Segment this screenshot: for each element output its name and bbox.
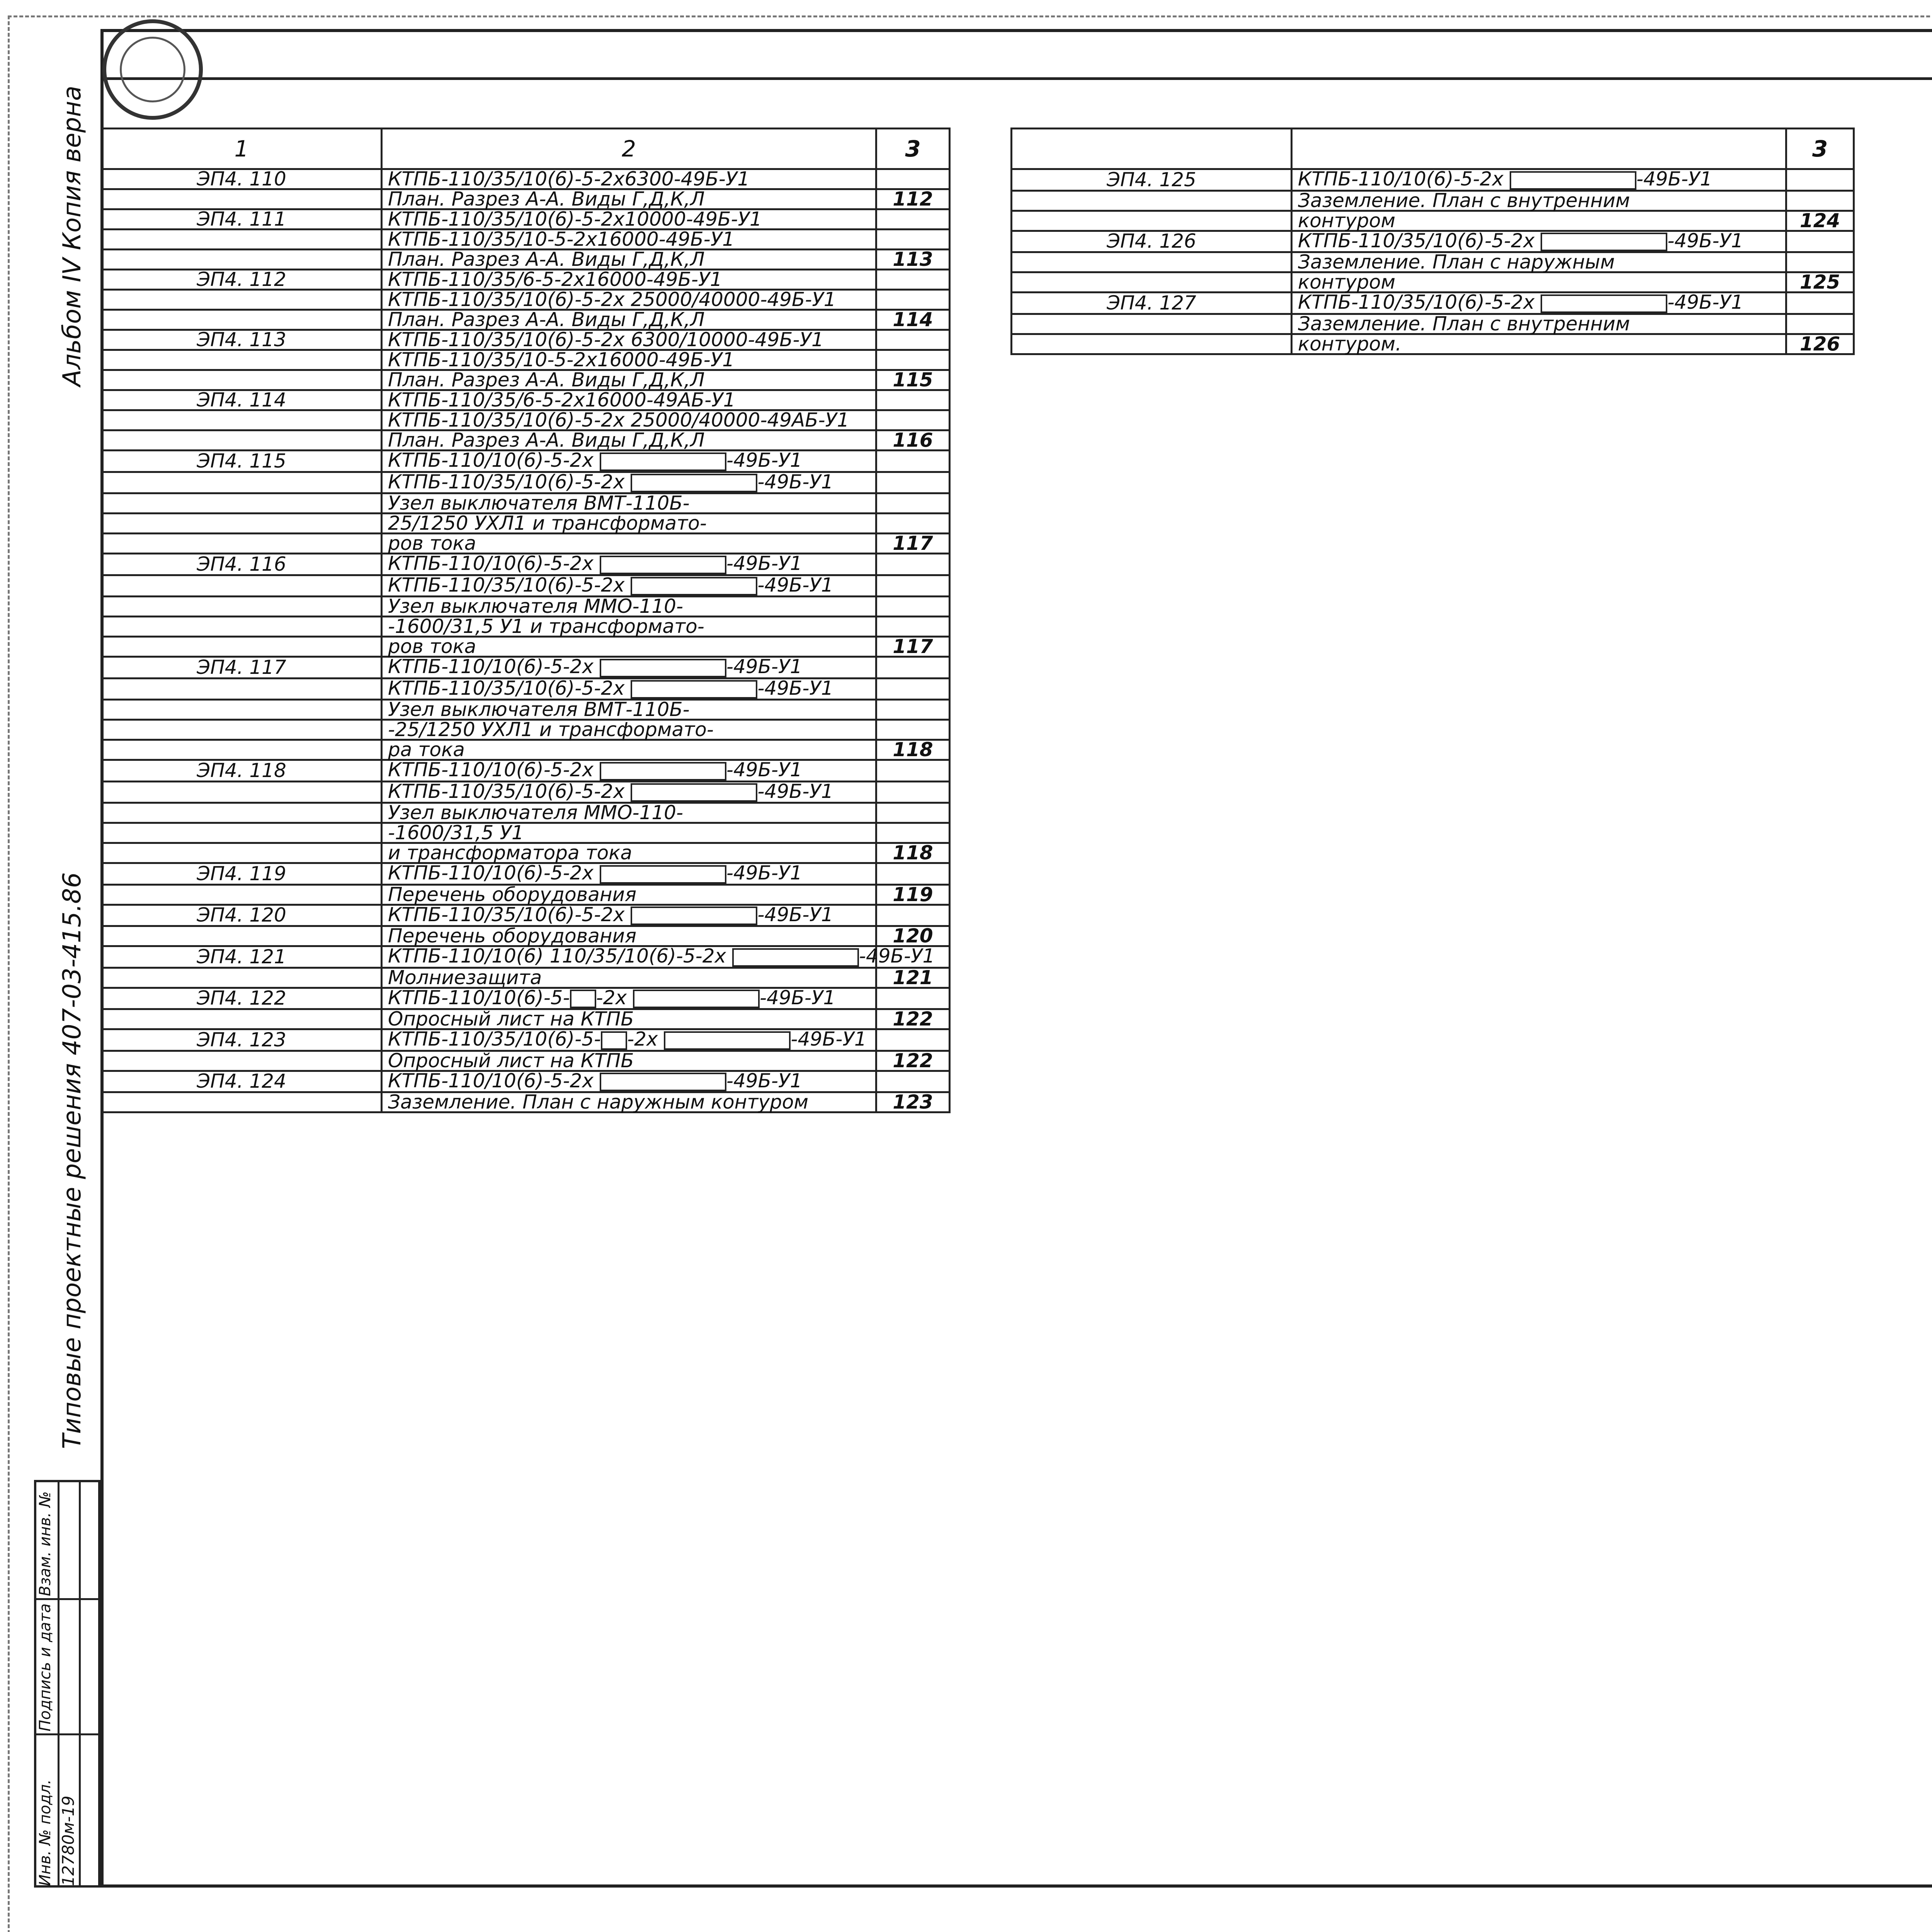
page-number <box>876 350 950 370</box>
page-number <box>1786 231 1854 252</box>
table-row <box>102 926 950 946</box>
document-code <box>102 310 382 330</box>
document-code: ЭП4. 123 <box>102 1029 382 1051</box>
table-row <box>102 451 950 472</box>
table-row <box>102 534 950 554</box>
document-code <box>102 678 382 700</box>
approval-stamp <box>34 1480 100 1888</box>
table-row <box>1012 334 1854 354</box>
stamp-inv-value: 12780м-19 <box>59 1796 78 1886</box>
page-number: 121 <box>876 968 950 988</box>
page-number <box>876 760 950 782</box>
blank-field-box <box>1541 294 1667 313</box>
page-number: 126 <box>1786 334 1854 354</box>
document-title: КТПБ-110/10(6)-5- -2х -49Б-У1 <box>382 988 876 1009</box>
table-row <box>102 1029 950 1051</box>
blank-field-box <box>600 865 726 884</box>
page-number <box>876 863 950 885</box>
table-row <box>1012 293 1854 314</box>
document-code <box>102 926 382 946</box>
document-code <box>1012 314 1292 334</box>
page-number: 114 <box>876 310 950 330</box>
document-title: КТПБ-110/10(6) 110/35/10(6)-5-2х -49Б-У1 <box>382 946 876 968</box>
document-code <box>102 884 382 905</box>
document-title: КТПБ-110/35/10(6)-5-2х6300-49Б-У1 <box>382 169 876 189</box>
document-code: ЭП4. 121 <box>102 946 382 968</box>
document-title: Опросный лист на КТПБ <box>382 1051 876 1071</box>
table-row <box>1012 169 1854 191</box>
table-row <box>102 189 950 209</box>
document-code: ЭП4. 125 <box>1012 169 1292 191</box>
document-code <box>102 843 382 863</box>
blank-field-box <box>631 577 757 595</box>
document-title: Заземление. План с наружным <box>1292 252 1786 272</box>
document-code: ЭП4. 110 <box>102 169 382 189</box>
table-row <box>102 597 950 617</box>
table-row <box>102 823 950 843</box>
document-code: ЭП4. 112 <box>102 270 382 290</box>
page-number <box>876 678 950 700</box>
header-cell-1: 1 <box>102 129 382 169</box>
document-code <box>102 410 382 430</box>
document-code <box>102 803 382 823</box>
page-number: 118 <box>876 843 950 863</box>
page-number <box>876 1029 950 1051</box>
document-code <box>1012 190 1292 211</box>
stamp-replace-label: Взам. инв. № <box>36 1491 54 1596</box>
document-code <box>102 1051 382 1071</box>
table-row <box>102 430 950 451</box>
document-code <box>102 575 382 597</box>
document-code <box>102 290 382 310</box>
table-row <box>102 230 950 250</box>
document-title: План. Разрез А-А. Виды Г,Д,К,Л <box>382 250 876 270</box>
page-number <box>876 514 950 534</box>
page-number <box>876 1071 950 1092</box>
document-code <box>102 781 382 803</box>
table-row <box>102 803 950 823</box>
page-number <box>876 209 950 230</box>
page-number <box>876 290 950 310</box>
blank-field-box <box>600 452 726 471</box>
blank-field-box <box>631 680 757 699</box>
page-number: 119 <box>876 884 950 905</box>
table-row <box>102 370 950 390</box>
document-code <box>102 534 382 554</box>
document-code: ЭП4. 118 <box>102 760 382 782</box>
document-code <box>1012 334 1292 354</box>
table-row <box>1012 211 1854 231</box>
blank-field-box <box>600 762 726 781</box>
header-cell-3: 3 <box>1786 129 1854 169</box>
page-number <box>876 554 950 575</box>
document-title: Узел выключателя ММО-110- <box>382 803 876 823</box>
table-row <box>102 760 950 782</box>
blank-field-box <box>664 1031 791 1050</box>
document-title: КТПБ-110/35/10(6)-5-2х -49Б-У1 <box>1292 231 1786 252</box>
document-title: КТПБ-110/35/10(6)-5-2х -49Б-У1 <box>382 678 876 700</box>
document-code <box>102 472 382 493</box>
document-code <box>102 250 382 270</box>
document-code <box>1012 272 1292 293</box>
page-number: 125 <box>1786 272 1854 293</box>
table-row <box>102 946 950 968</box>
blank-field-box <box>600 556 726 574</box>
top-rule <box>100 77 1932 80</box>
document-title: КТПБ-110/10(6)-5-2х -49Б-У1 <box>382 554 876 575</box>
document-code <box>102 230 382 250</box>
document-code <box>102 189 382 209</box>
page-number: 120 <box>876 926 950 946</box>
blank-field-box <box>633 990 760 1008</box>
document-code: ЭП4. 122 <box>102 988 382 1009</box>
table-row <box>102 1092 950 1112</box>
document-code <box>102 1092 382 1112</box>
page-number <box>876 720 950 740</box>
document-title: План. Разрез А-А. Виды Г,Д,К,Л <box>382 310 876 330</box>
document-title: ров тока <box>382 534 876 554</box>
table-row <box>102 250 950 270</box>
page-number <box>876 410 950 430</box>
table-row <box>102 720 950 740</box>
table-row <box>102 740 950 760</box>
document-code <box>102 720 382 740</box>
table-row <box>102 514 950 534</box>
document-title: Узел выключателя ВМТ-110Б- <box>382 493 876 514</box>
blank-field-box <box>631 474 757 492</box>
page-number <box>876 803 950 823</box>
table-row <box>102 988 950 1009</box>
table-row <box>102 1009 950 1029</box>
header-cell-1 <box>1012 129 1292 169</box>
document-title: План. Разрез А-А. Виды Г,Д,К,Л <box>382 370 876 390</box>
document-code: ЭП4. 116 <box>102 554 382 575</box>
table-row <box>102 781 950 803</box>
document-title: ра тока <box>382 740 876 760</box>
document-code <box>102 740 382 760</box>
page-number: 113 <box>876 250 950 270</box>
document-title: КТПБ-110/10(6)-5-2х -49Б-У1 <box>382 760 876 782</box>
table-row <box>102 863 950 885</box>
blank-field-box <box>732 948 859 967</box>
document-title: КТПБ-110/35/10(6)-5-2х -49Б-У1 <box>382 575 876 597</box>
document-code: ЭП4. 126 <box>1012 231 1292 252</box>
table-row <box>102 884 950 905</box>
table-row <box>102 678 950 700</box>
register-table-right <box>1010 128 1855 355</box>
page-number <box>876 230 950 250</box>
document-title: КТПБ-110/10(6)-5-2х -49Б-У1 <box>382 451 876 472</box>
table-row <box>102 657 950 679</box>
document-code: ЭП4. 117 <box>102 657 382 679</box>
document-title: Перечень оборудования <box>382 884 876 905</box>
table-row <box>102 169 950 189</box>
page-number <box>876 330 950 350</box>
table-row <box>102 350 950 370</box>
document-title: Перечень оборудования <box>382 926 876 946</box>
table-row <box>1012 252 1854 272</box>
page-number <box>876 781 950 803</box>
document-title: КТПБ-110/35/10(6)-5-2х10000-49Б-У1 <box>382 209 876 230</box>
page-number: 122 <box>876 1009 950 1029</box>
document-title: контуром. <box>1292 334 1786 354</box>
table-row <box>1012 231 1854 252</box>
stamp-inv-label: Инв. № подл. <box>36 1779 54 1886</box>
page-number <box>876 270 950 290</box>
stamp-seal-icon <box>102 19 203 120</box>
table-row <box>102 1071 950 1092</box>
document-title: Узел выключателя ММО-110- <box>382 597 876 617</box>
document-code <box>102 637 382 657</box>
page-number: 112 <box>876 189 950 209</box>
document-code <box>102 493 382 514</box>
document-title: КТПБ-110/35/10(6)-5-2х -49Б-У1 <box>382 781 876 803</box>
document-title: Заземление. План с внутренним <box>1292 190 1786 211</box>
table-row <box>102 310 950 330</box>
document-title: Заземление. План с внутренним <box>1292 314 1786 334</box>
table-row <box>102 290 950 310</box>
document-title: КТПБ-110/10(6)-5-2х -49Б-У1 <box>382 863 876 885</box>
series-title: Типовые проектные решения 407-03-415.86 <box>58 872 87 1449</box>
document-title: Молниезащита <box>382 968 876 988</box>
page-number: 116 <box>876 430 950 451</box>
page-number: 118 <box>876 740 950 760</box>
document-code: ЭП4. 114 <box>102 390 382 410</box>
table-row <box>1012 272 1854 293</box>
blank-field-box <box>1510 171 1636 190</box>
document-code: ЭП4. 120 <box>102 905 382 926</box>
page-number <box>876 597 950 617</box>
document-code: ЭП4. 115 <box>102 451 382 472</box>
table-row <box>102 209 950 230</box>
document-code <box>102 968 382 988</box>
table-row <box>102 330 950 350</box>
page-number: 122 <box>876 1051 950 1071</box>
document-title: КТПБ-110/35/10(6)-5-2х -49Б-У1 <box>382 905 876 926</box>
page-number <box>1786 169 1854 191</box>
header-row <box>102 129 950 169</box>
table-row <box>102 637 950 657</box>
table-row <box>102 1051 950 1071</box>
document-code <box>1012 252 1292 272</box>
document-title: КТПБ-110/35/10(6)-5-2х 6300/10000-49Б-У1 <box>382 330 876 350</box>
page-number: 117 <box>876 534 950 554</box>
table-row <box>102 843 950 863</box>
document-code: ЭП4. 124 <box>102 1071 382 1092</box>
page-number <box>876 472 950 493</box>
table-row <box>102 554 950 575</box>
document-code <box>102 1009 382 1029</box>
header-cell-3: 3 <box>876 129 950 169</box>
page-number <box>876 390 950 410</box>
page-number <box>1786 190 1854 211</box>
document-code <box>102 617 382 637</box>
document-title: КТПБ-110/35/6-5-2х16000-49АБ-У1 <box>382 390 876 410</box>
header-cell-2 <box>1292 129 1786 169</box>
document-code: ЭП4. 127 <box>1012 293 1292 314</box>
document-title: и трансформатора тока <box>382 843 876 863</box>
document-title: Узел выключателя ВМТ-110Б- <box>382 700 876 720</box>
document-title: План. Разрез А-А. Виды Г,Д,К,Л <box>382 189 876 209</box>
table-row <box>102 617 950 637</box>
document-title: контуром <box>1292 211 1786 231</box>
page-number <box>876 575 950 597</box>
blank-field-box <box>1541 233 1667 251</box>
table-row <box>102 905 950 926</box>
document-code <box>1012 211 1292 231</box>
page-number <box>1786 314 1854 334</box>
page-number: 115 <box>876 370 950 390</box>
page-number <box>876 823 950 843</box>
register-table-left <box>100 128 951 1113</box>
document-title: КТПБ-110/35/10(6)-5-2х -49Б-У1 <box>382 472 876 493</box>
document-code <box>102 370 382 390</box>
document-code: ЭП4. 111 <box>102 209 382 230</box>
document-code <box>102 430 382 451</box>
header-cell-2: 2 <box>382 129 876 169</box>
page-number <box>876 451 950 472</box>
page-number <box>876 657 950 679</box>
page-number <box>876 169 950 189</box>
page-number <box>876 988 950 1009</box>
page-number: 123 <box>876 1092 950 1112</box>
table-row <box>102 700 950 720</box>
document-code <box>102 597 382 617</box>
blank-field-box <box>600 659 726 677</box>
table-row <box>1012 314 1854 334</box>
document-title: 25/1250 УХЛ1 и трансформато- <box>382 514 876 534</box>
document-title: План. Разрез А-А. Виды Г,Д,К,Л <box>382 430 876 451</box>
document-title: КТПБ-110/35/10(6)-5-2х -49Б-У1 <box>1292 293 1786 314</box>
document-code <box>102 350 382 370</box>
table-row <box>102 968 950 988</box>
document-title: КТПБ-110/35/10(6)-5-2х 25000/40000-49Б-У1 <box>382 290 876 310</box>
table-row <box>102 493 950 514</box>
document-title: -25/1250 УХЛ1 и трансформато- <box>382 720 876 740</box>
table-row <box>102 575 950 597</box>
document-title: КТПБ-110/10(6)-5-2х -49Б-У1 <box>382 1071 876 1092</box>
document-title: Опросный лист на КТПБ <box>382 1009 876 1029</box>
table-row <box>1012 190 1854 211</box>
document-code <box>102 700 382 720</box>
blank-field-box <box>600 1073 726 1091</box>
stamp-sign-label: Подпись и дата <box>36 1603 54 1731</box>
table-row <box>102 270 950 290</box>
small-field-box <box>570 990 596 1008</box>
document-code <box>102 823 382 843</box>
document-code: ЭП4. 119 <box>102 863 382 885</box>
page-number <box>1786 293 1854 314</box>
document-code <box>102 514 382 534</box>
document-title: контуром <box>1292 272 1786 293</box>
document-title: КТПБ-110/35/10(6)-5-2х 25000/40000-49АБ-У1 <box>382 410 876 430</box>
document-title: КТПБ-110/35/6-5-2х16000-49Б-У1 <box>382 270 876 290</box>
table-row <box>102 390 950 410</box>
document-title: КТПБ-110/10(6)-5-2х -49Б-У1 <box>382 657 876 679</box>
page-number: 124 <box>1786 211 1854 231</box>
page-number: 117 <box>876 637 950 657</box>
document-title: -1600/31,5 У1 и трансформато- <box>382 617 876 637</box>
header-row <box>1012 129 1854 169</box>
page-number <box>1786 252 1854 272</box>
album-title: Альбом IV Копия верна <box>58 85 87 386</box>
document-title: ров тока <box>382 637 876 657</box>
document-title: -1600/31,5 У1 <box>382 823 876 843</box>
page-number <box>876 493 950 514</box>
table-row <box>102 410 950 430</box>
document-title: Заземление. План с наружным контуром <box>382 1092 876 1112</box>
document-title: КТПБ-110/35/10-5-2х16000-49Б-У1 <box>382 350 876 370</box>
blank-field-box <box>631 783 757 802</box>
document-title: КТПБ-110/10(6)-5-2х -49Б-У1 <box>1292 169 1786 191</box>
document-code: ЭП4. 113 <box>102 330 382 350</box>
blank-field-box <box>631 906 757 925</box>
table-row <box>102 472 950 493</box>
page-number <box>876 905 950 926</box>
page-number <box>876 700 950 720</box>
document-title: КТПБ-110/35/10(6)-5- -2х -49Б-У1 <box>382 1029 876 1051</box>
document-title: КТПБ-110/35/10-5-2х16000-49Б-У1 <box>382 230 876 250</box>
page-number <box>876 617 950 637</box>
small-field-box <box>601 1031 627 1050</box>
